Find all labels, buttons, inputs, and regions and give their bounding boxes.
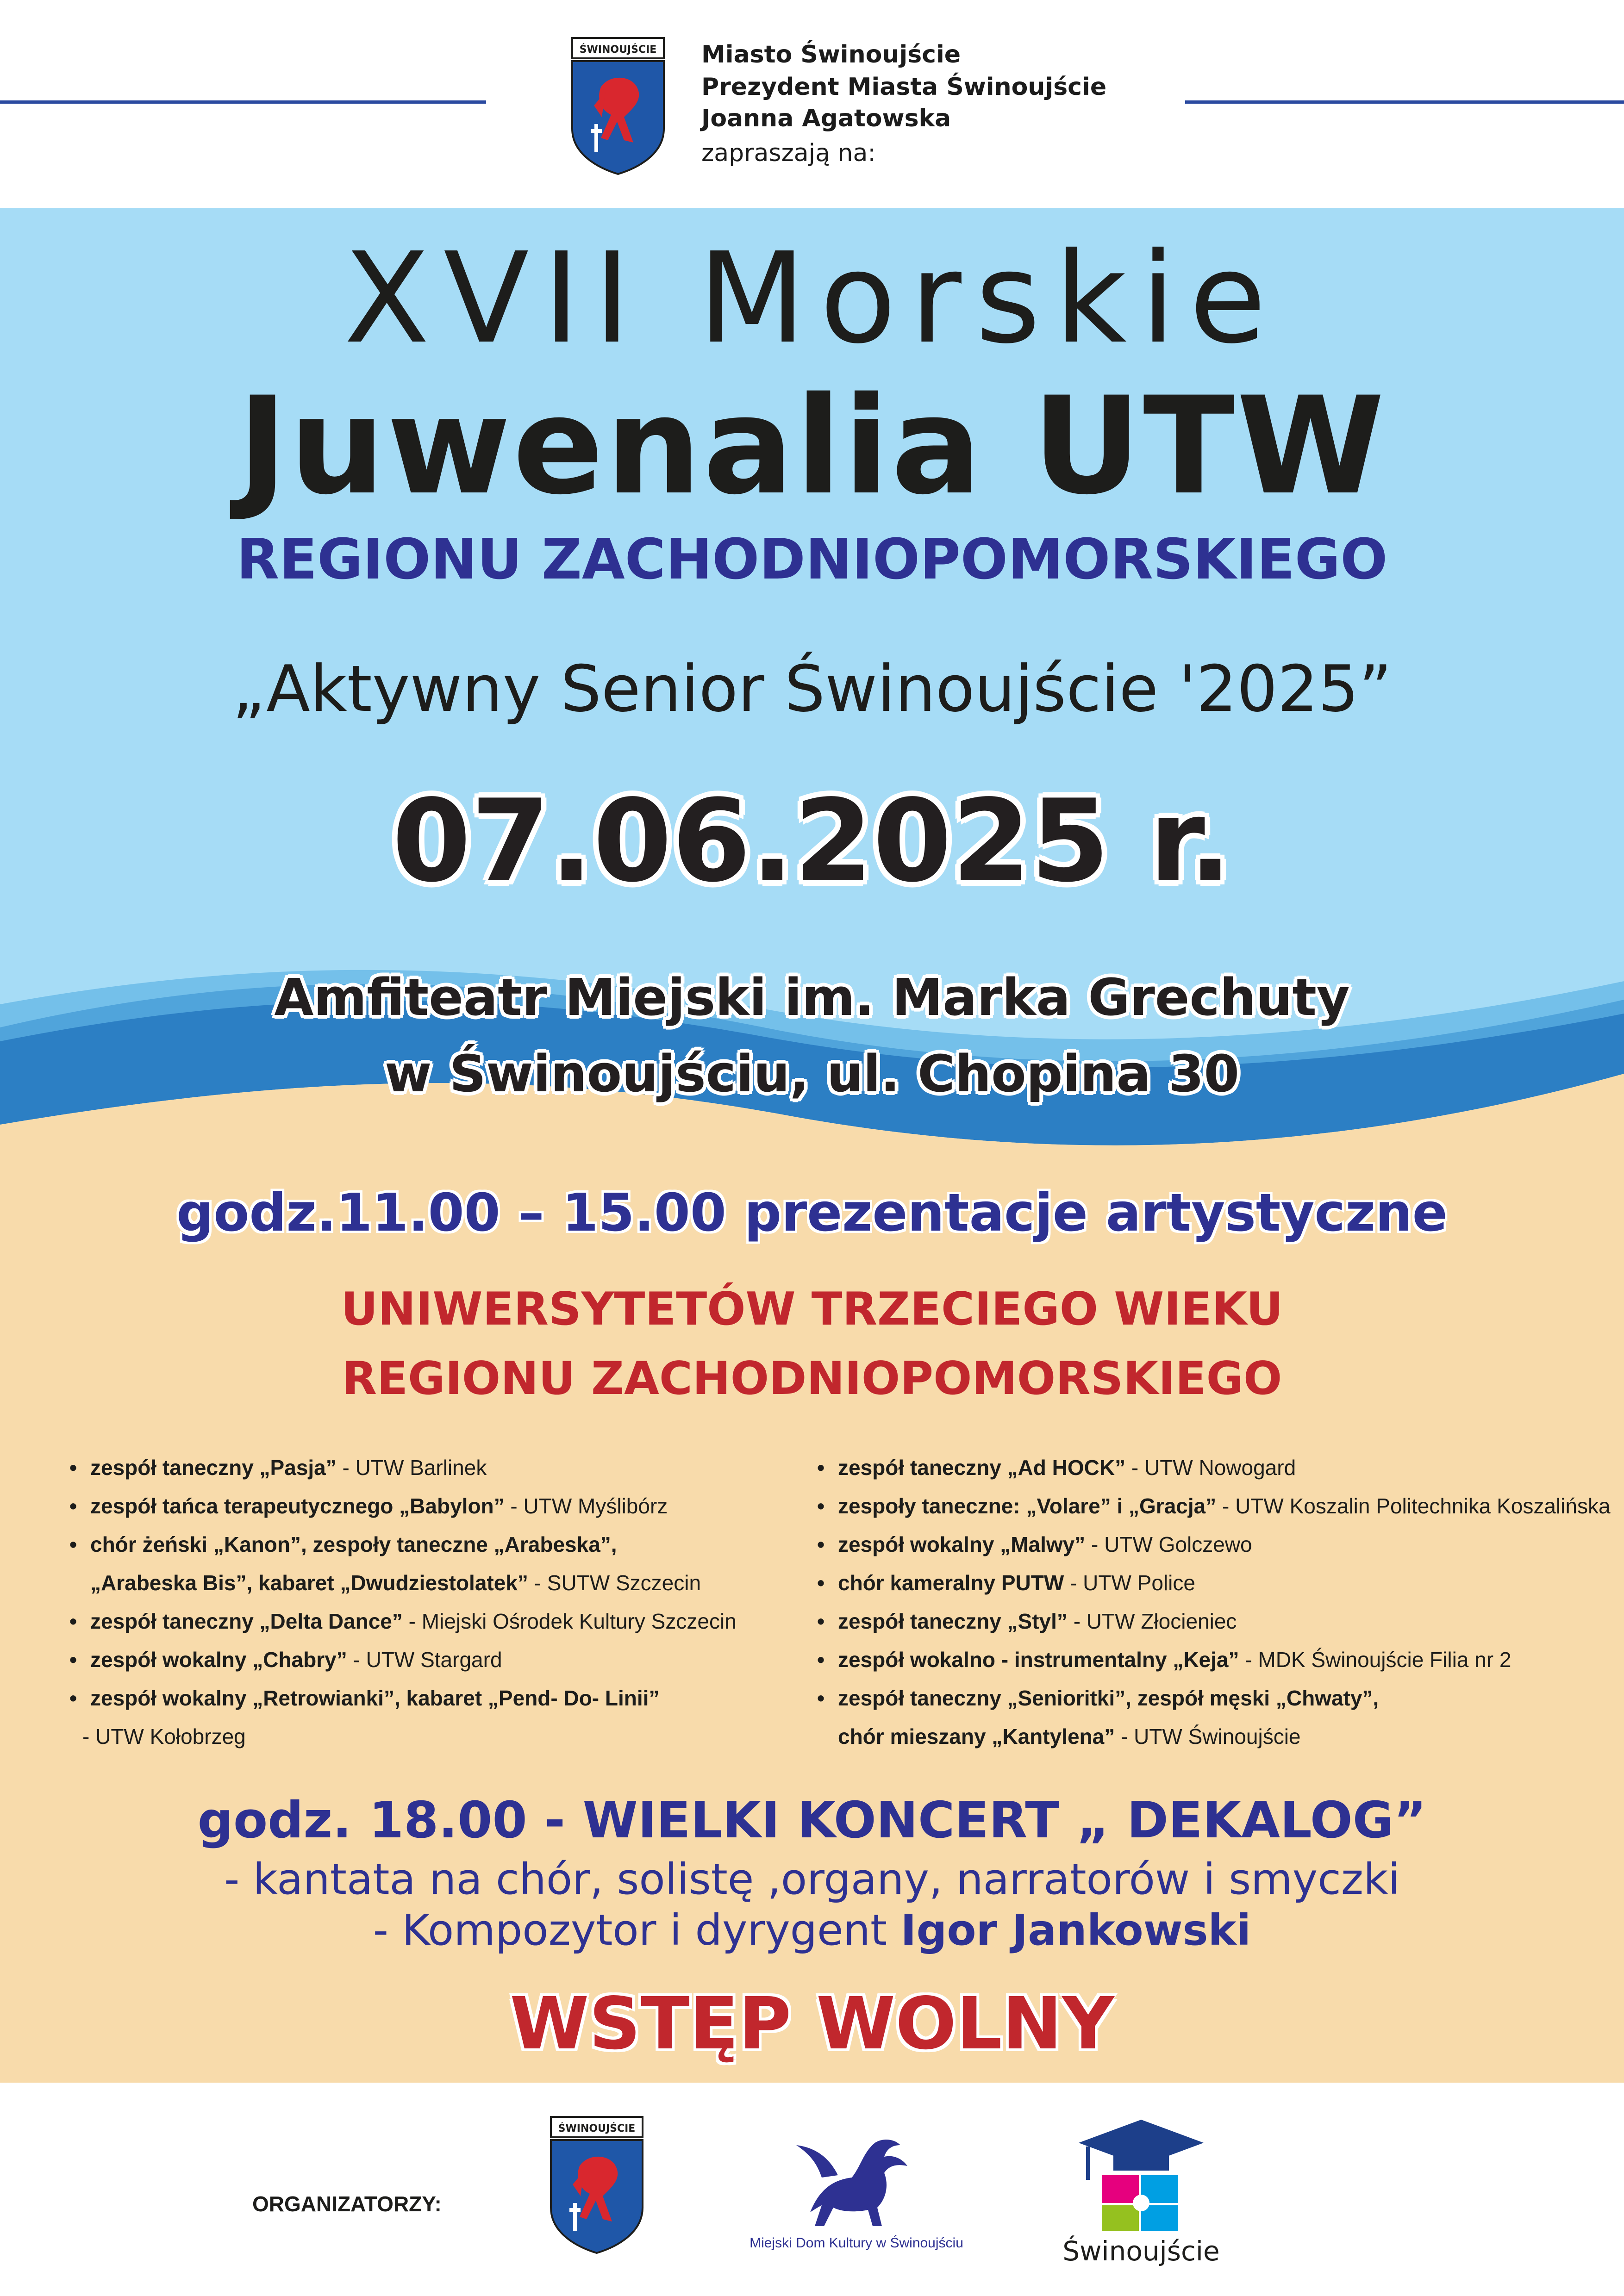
list-item: • zespół taneczny „Pasja” - UTW Barlinek <box>69 1456 487 1480</box>
mdk-label: Miejski Dom Kultury w Świnoujściu <box>750 2235 963 2251</box>
performer-org: - UTW Barlinek <box>336 1456 487 1480</box>
performer-org: - UTW Świnoujście <box>1115 1724 1301 1748</box>
list-item: • zespół taneczny „Delta Dance” - Miejski Ośrodek Kultury Szczecin <box>69 1609 737 1633</box>
performer-org: - Miejski Ośrodek Kultury Szczecin <box>402 1609 737 1633</box>
title-region: REGIONU ZACHODNIOPOMORSKIEGO <box>236 528 1388 592</box>
list-item: • zespół wokalny „Malwy” - UTW Golczewo <box>817 1532 1252 1556</box>
header-crest-label: ŚWINOUJŚCIE <box>579 44 657 56</box>
venue-name: Amfiteatr Miejski im. Marka Grechuty <box>274 968 1350 1027</box>
performer-name: zespół tańca terapeutycznego „Babylon” <box>90 1494 505 1518</box>
performer-org: - UTW Myślibórz <box>504 1494 668 1518</box>
performer-name: zespół wokalny „Retrowianki”, kabaret „Pend- Do- Linii” <box>90 1686 660 1710</box>
list-item-continued <box>817 1717 1604 1756</box>
performer-org: - UTW Golczewo <box>1085 1532 1252 1556</box>
footer-crest-label: ŚWINOUJŚCIE <box>558 2123 636 2134</box>
performer-name: zespół wokalny „Chabry” <box>90 1648 347 1672</box>
list-item: • zespół tańca terapeutycznego „Babylon” - UTW Myślibórz <box>69 1494 668 1518</box>
organizer-office: Prezydent Miasta Świnoujście <box>701 73 1107 101</box>
list-item: • chór kameralny PUTW - UTW Police <box>817 1571 1195 1595</box>
universities-heading-2: REGIONU ZACHODNIOPOMORSKIEGO <box>342 1352 1282 1405</box>
organizer-city: Miasto Świnoujście <box>701 41 961 68</box>
list-item-continued <box>69 1564 792 1602</box>
performers-list-left <box>69 1449 792 1756</box>
title-line-2: Juwenalia UTW <box>237 368 1387 524</box>
title-line-1: XVII Morskie <box>344 225 1280 371</box>
performer-name: zespół taneczny „Pasja” <box>90 1456 337 1480</box>
performer-org: - UTW Koszalin Politechnika Koszalińska <box>1216 1494 1611 1518</box>
list-item: • zespół taneczny „Senioritki”, zespół męski „Chwaty”, <box>817 1686 1379 1710</box>
performer-org: - UTW Stargard <box>347 1648 502 1672</box>
list-item: • zespół taneczny „Styl” - UTW Złocieniec <box>817 1609 1237 1633</box>
venue-address: w Świnoujściu, ul. Chopina 30 <box>384 1044 1240 1103</box>
city-crest-icon <box>547 2115 646 2254</box>
list-item-continued <box>69 1717 792 1756</box>
organizers-label: ORGANIZATORZY: <box>252 2192 442 2216</box>
list-item: • zespoły taneczne: „Volare” i „Gracja” - UTW Koszalin Politechnika Koszalińska <box>817 1494 1611 1518</box>
performer-org: - UTW Police <box>1064 1571 1195 1595</box>
performer-org: - UTW Kołobrzeg <box>82 1724 246 1748</box>
event-date: 07.06.2025 r. <box>392 775 1232 907</box>
list-item: • zespół wokalny „Chabry” - UTW Stargard <box>69 1648 502 1672</box>
performer-name: „Arabeska Bis”, kabaret „Dwudziestolatek” <box>90 1571 528 1595</box>
performer-name: zespół wokalny „Malwy” <box>838 1532 1086 1556</box>
header-rule-left <box>0 100 486 104</box>
concert-composer <box>0 1905 1624 1955</box>
free-entry: WSTĘP WOLNY <box>510 1982 1114 2066</box>
performer-org: - MDK Świnoujście Filia nr 2 <box>1239 1648 1512 1672</box>
list-item: • chór żeński „Kanon”, zespoły taneczne „Arabeska”, <box>69 1532 617 1556</box>
organizer-person: Joanna Agatowska <box>701 105 951 132</box>
graduation-cap-logo-icon <box>1074 2115 1208 2235</box>
header-rule-right <box>1185 100 1624 104</box>
concert-title: godz. 18.00 - WIELKI KONCERT „ DEKALOG” <box>197 1792 1427 1849</box>
invite-text: zapraszają na: <box>701 139 876 167</box>
event-subtitle: „Aktywny Senior Świnoujście '2025” <box>232 652 1392 726</box>
performer-name: chór kameralny PUTW <box>838 1571 1064 1595</box>
schedule-presentations: godz.11.00 – 15.00 prezentacje artystyczne <box>176 1183 1448 1243</box>
performer-org: - UTW Złocieniec <box>1067 1609 1237 1633</box>
list-item: • zespół wokalno - instrumentalny „Keja” - MDK Świnoujście Filia nr 2 <box>817 1648 1512 1672</box>
performer-name: chór żeński „Kanon”, zespoły taneczne „Arabeska”, <box>90 1532 617 1556</box>
performer-org: - SUTW Szczecin <box>528 1571 701 1595</box>
composer-name: Igor Jankowski <box>900 1905 1251 1955</box>
universities-heading-1: UNIWERSYTETÓW TRZECIEGO WIEKU <box>341 1283 1283 1336</box>
utw-label: Świnoujście <box>1062 2235 1220 2267</box>
city-crest-icon <box>568 36 668 175</box>
performer-org: - UTW Nowogard <box>1125 1456 1296 1480</box>
list-item: • zespół wokalny „Retrowianki”, kabaret „Pend- Do- Linii” <box>69 1686 660 1710</box>
concert-description: - kantata na chór, solistę ,organy, narratorów i smyczki <box>224 1854 1400 1904</box>
performer-name: zespoły taneczne: „Volare” i „Gracja” <box>838 1494 1217 1518</box>
performer-name: zespół taneczny „Styl” <box>838 1609 1068 1633</box>
performer-name: zespół wokalno - instrumentalny „Keja” <box>838 1648 1239 1672</box>
performer-name: zespół taneczny „Ad HOCK” <box>838 1456 1126 1480</box>
performer-name: zespół taneczny „Senioritki”, zespół męski „Chwaty”, <box>838 1686 1379 1710</box>
composer-prefix: - Kompozytor i dyrygent <box>373 1905 901 1955</box>
performer-name: zespół taneczny „Delta Dance” <box>90 1609 403 1633</box>
performers-list-right <box>817 1449 1611 1756</box>
list-item: • zespół taneczny „Ad HOCK” - UTW Nowogard <box>817 1456 1296 1480</box>
performer-name: chór mieszany „Kantylena” <box>838 1724 1115 1748</box>
pegasus-logo-icon <box>782 2120 921 2231</box>
